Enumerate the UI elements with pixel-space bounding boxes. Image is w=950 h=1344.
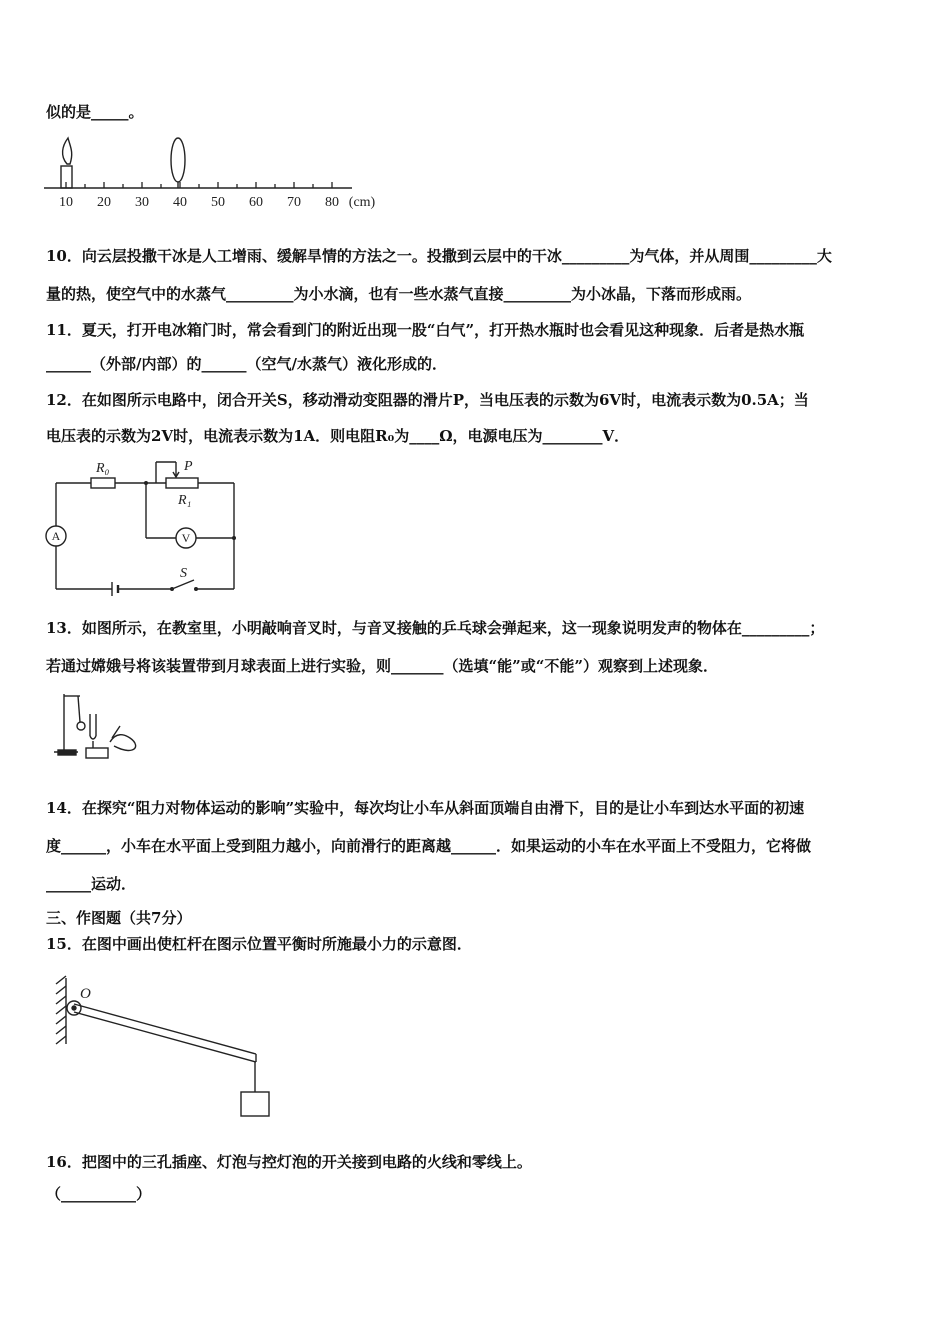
resistor-r0 (91, 478, 115, 488)
q15-text: 15．在图中画出使杠杆在图示位置平衡时所施最小力的示意图． (46, 935, 472, 953)
label-ammeter: A (51, 529, 61, 543)
q12-line1: 12．在如图所示电路中，闭合开关S，移动滑动变阻器的滑片P，当电压表的示数为6V时，电流表示数为0.5A；当 (46, 391, 809, 409)
q10-line2: 量的热，使空气中的水蒸气_________为小水滴，也有一些水蒸气直接_________为小冰晶，下落而形成雨。 (46, 285, 752, 303)
candle-flame-icon (63, 138, 72, 164)
hand-icon (110, 735, 136, 751)
label-s: S (180, 566, 187, 581)
section3-title: 三、作图题（共7分） (46, 909, 192, 927)
q12-line2: 电压表的示数为2V时，电流表示数为1A．则电阻R₀为____Ω，电源电压为________V． (46, 427, 630, 445)
ping-pong-ball-icon (77, 722, 85, 730)
weight-block-icon (241, 1092, 269, 1116)
q14-line2: 度______，小车在水平面上受到阻力越小，向前滑行的距离越______．如果运动的小车在水平面上不受阻力，它将做 (46, 837, 812, 855)
q9-tail: 似的是_____。 (46, 103, 144, 121)
lever-figure (50, 974, 280, 1124)
ruler-tick-80: 80 (325, 195, 339, 210)
q14-line1: 14．在探究“阻力对物体运动的影响”实验中，每次均让小车从斜面顶端自由滑下，目的是让小车到达水平面的初速 (46, 799, 805, 817)
ruler-tick-70: 70 (287, 195, 301, 210)
q11-line1: 11．夏天，打开电冰箱门时，常会看到门的附近出现一股“白气”，打开热水瓶时也会看见这种现象．后者是热水瓶 (46, 321, 805, 339)
ruler-tick-10: 10 (59, 195, 73, 210)
lens-icon (171, 138, 185, 182)
q16-answer-blank: （__________） (46, 1185, 152, 1203)
ruler-tick-30: 30 (135, 195, 149, 210)
circuit-diagram (44, 456, 244, 596)
ruler-tick-20: 20 (97, 195, 111, 210)
q13-line1: 13．如图所示，在教室里，小明敲响音叉时，与音叉接触的乒乓球会弹起来，这一现象说明发声的物体在_________； (46, 619, 825, 637)
q14-line3: ______运动． (46, 875, 137, 893)
tuning-fork-box (86, 748, 108, 758)
switch-s (172, 580, 194, 589)
ruler-tick-60: 60 (249, 195, 263, 210)
q10-line1: 10．向云层投撒干冰是人工增雨、缓解旱情的方法之一。投撒到云层中的干冰_________为气体，并从周围_________大 (46, 247, 832, 265)
ruler-tick-40: 40 (173, 195, 187, 210)
q11-line2: ______（外部/内部）的______（空气/水蒸气）液化形成的． (46, 355, 447, 373)
q13-line2: 若通过嫦娥号将该装置带到月球表面上进行实验，则_______（选填“能”或“不能”）观察到上述现象． (46, 657, 719, 675)
label-p: P (184, 459, 193, 474)
ruler-unit: (cm) (348, 195, 376, 210)
q16-text: 16．把图中的三孔插座、灯泡与控灯泡的开关接到电路的火线和零线上。 (46, 1153, 532, 1171)
label-voltmeter: V (181, 531, 191, 545)
rheostat-r1 (166, 478, 198, 488)
tuning-fork-figure (50, 686, 150, 766)
label-r0: R₀ (96, 461, 110, 476)
pivot-label: O (80, 986, 91, 1002)
label-r1: R₁ (178, 493, 192, 508)
ruler-figure (40, 134, 400, 214)
ruler-tick-50: 50 (211, 195, 225, 210)
